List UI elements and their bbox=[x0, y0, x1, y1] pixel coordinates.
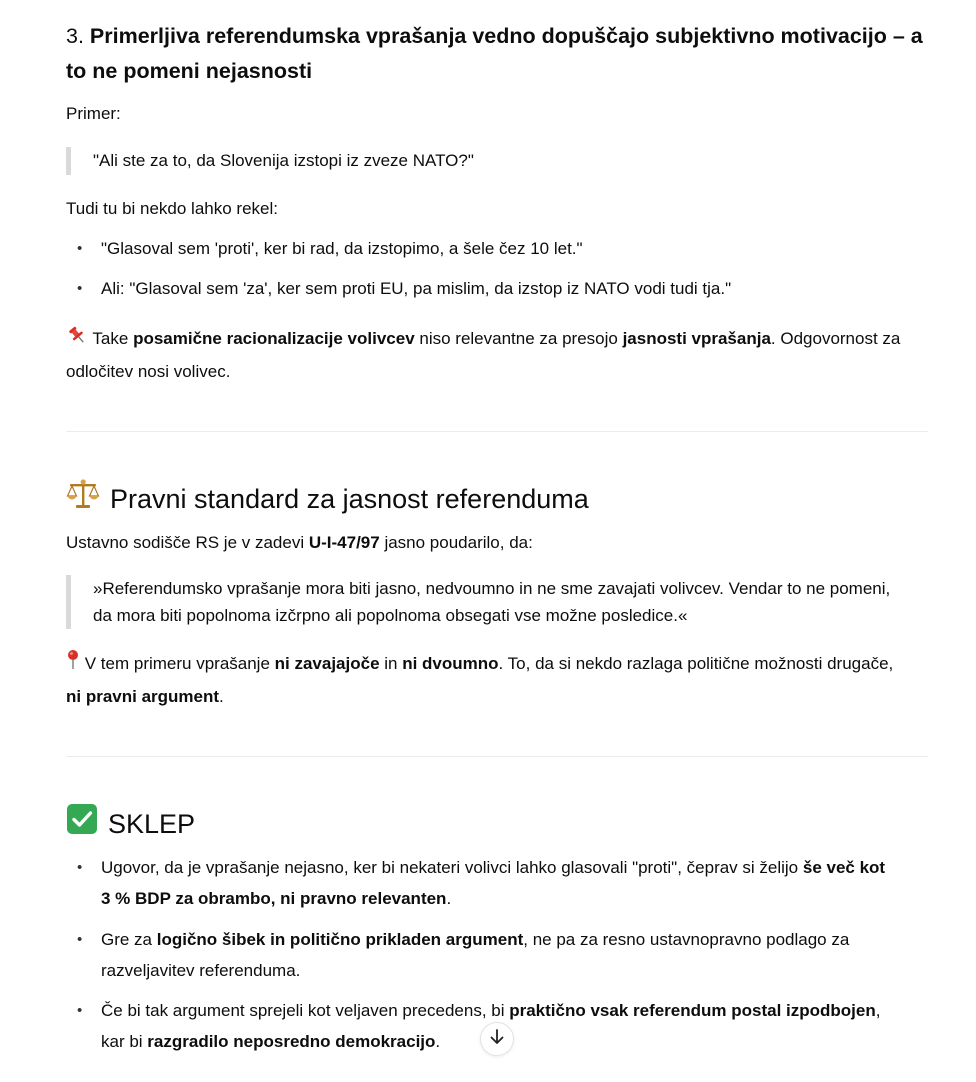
divider bbox=[66, 756, 928, 757]
pushpin-icon bbox=[66, 324, 88, 356]
example-label: Primer: bbox=[66, 104, 121, 123]
court-quote-line: da mora biti popolnoma izčrpno ali popolnoma obsegati vse možne posledice.« bbox=[93, 606, 688, 625]
someone-said-text: Tudi tu bi nekdo lahko rekel: bbox=[66, 199, 278, 218]
example-blockquote bbox=[66, 147, 474, 175]
court-quote-line: »Referendumsko vprašanje mora biti jasno, nedvoumno in ne sme zavajati volivcev. Vendar to ne pomeni, bbox=[93, 579, 891, 598]
scales-icon bbox=[66, 478, 100, 519]
check-mark-icon bbox=[66, 803, 98, 844]
pin-icon bbox=[66, 649, 80, 681]
example-quote-text: "Ali ste za to, da Slovenija izstopi iz zveze NATO?" bbox=[93, 151, 474, 170]
conclusion-heading bbox=[66, 803, 195, 844]
list-item-text: Ali: "Glasoval sem 'za', ker sem proti EU, pa mislim, da izstop iz NATO vodi tudi tja." bbox=[101, 279, 732, 298]
list-item: • Gre za logično šibek in politično prikladen argument, ne pa za resno ustavnopravno podlago za razveljavitev referenduma. bbox=[101, 924, 931, 986]
list-item-text: "Glasoval sem 'proti', ker bi rad, da izstopimo, a šele čez 10 let." bbox=[101, 239, 583, 258]
section-number: 3. bbox=[66, 24, 84, 48]
section-3-heading bbox=[66, 19, 936, 89]
legal-intro: Ustavno sodišče RS je v zadevi U-I-47/97 jasno poudarilo, da: bbox=[66, 533, 533, 552]
section-title: Primerljiva referendumska vprašanja vedno dopuščajo subjektivno motivacijo – a to ne pomeni nejasnosti bbox=[66, 24, 923, 83]
pushpin-note: Take posamične racionalizacije volivcev niso relevantne za presojo jasnosti vprašanja. Odgovornost za odločitev nosi volivec. bbox=[66, 323, 928, 387]
scroll-to-bottom-button[interactable] bbox=[480, 1022, 514, 1056]
case-reference: U-I-47/97 bbox=[308, 533, 380, 552]
divider bbox=[66, 431, 928, 432]
list-item: • Ugovor, da je vprašanje nejasno, ker bi nekateri volivci lahko glasovali "proti", čeprav si želijo še več kot 3 % BDP za obrambo, ni pravno relevanten. bbox=[101, 852, 931, 914]
legal-standard-heading bbox=[66, 478, 589, 519]
list-item bbox=[101, 273, 931, 304]
court-quote-blockquote bbox=[66, 575, 928, 629]
list-item: • Če bi tak argument sprejeli kot veljaven precedens, bi praktično vsak referendum postal izpodbojen, kar bi razgradilo neposredno demokracijo. bbox=[101, 995, 931, 1057]
arrow-down-icon bbox=[488, 1028, 506, 1051]
legal-heading-text: Pravni standard za jasnost referenduma bbox=[110, 483, 589, 514]
conclusion-heading-text: SKLEP bbox=[108, 808, 196, 839]
list-item bbox=[101, 233, 931, 264]
pin-note: V tem primeru vprašanje ni zavajajoče in ni dvoumno. To, da si nekdo razlaga politične možnosti drugače, ni pravni argument. bbox=[66, 648, 936, 712]
